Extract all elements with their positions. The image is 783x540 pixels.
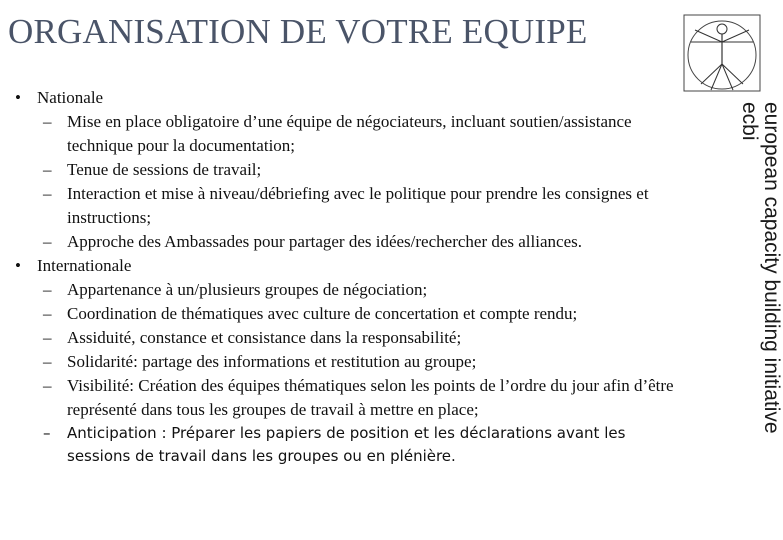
list-item [13,110,689,158]
list-item [13,278,689,302]
list-item-text: Approche des Ambassades pour partager des idées/rechercher des alliances. [67,232,582,251]
dash-icon: – [43,424,51,442]
section-heading: Internationale [37,256,132,275]
dash-icon: – [43,328,52,347]
list-item-text: Tenue de sessions de travail; [67,160,262,179]
section-heading: Nationale [37,88,104,107]
section-nationale [13,86,689,110]
dash-icon: – [43,352,52,371]
dash-icon: – [43,184,52,203]
vitruvian-man-icon [681,12,763,94]
list-item [13,182,689,230]
dash-icon: – [43,232,52,251]
dash-icon: – [43,304,52,323]
list-item-text: Anticipation : Préparer les papiers de position et les déclarations avant les sessions de travail dans les groupes ou en plénière. [67,424,626,465]
dash-icon: – [43,280,52,299]
list-item [13,302,689,326]
list-item [13,422,689,468]
list-item [13,326,689,350]
list-item-text: Coordination de thématiques avec culture de concertation et compte rendu; [67,304,578,323]
list-item-text: Visibilité: Création des équipes thématiques selon les points de l’ordre du jour afin d’être représenté dans tous les groupes de travail à mettre en place; [67,376,674,419]
dash-icon: – [43,160,52,179]
bullet-icon: • [15,256,21,275]
list-item-text: Solidarité: partage des informations et restitution au groupe; [67,352,477,371]
list-item-text: Mise en place obligatoire d’une équipe de négociateurs, incluant soutien/assistance technique pour la documentation; [67,112,632,155]
bullet-icon: • [15,88,21,107]
content-list [13,86,689,468]
section-internationale [13,254,689,278]
list-item-text: Appartenance à un/plusieurs groupes de négociation; [67,280,428,299]
dash-icon: – [43,112,52,131]
list-item [13,158,689,182]
list-item [13,350,689,374]
side-banner [724,102,782,518]
side-banner-title: european capacity building initiative [760,102,783,434]
list-item-text: Assiduité, constance et consistance dans la responsabilité; [67,328,462,347]
dash-icon: – [43,376,52,395]
list-item [13,230,689,254]
list-item-text: Interaction et mise à niveau/débriefing avec le politique pour prendre les consignes et instructions; [67,184,649,227]
list-item [13,374,689,422]
page-title: ORGANISATION DE VOTRE EQUIPE [8,12,588,51]
side-banner-acronym: ecbi [738,102,761,141]
